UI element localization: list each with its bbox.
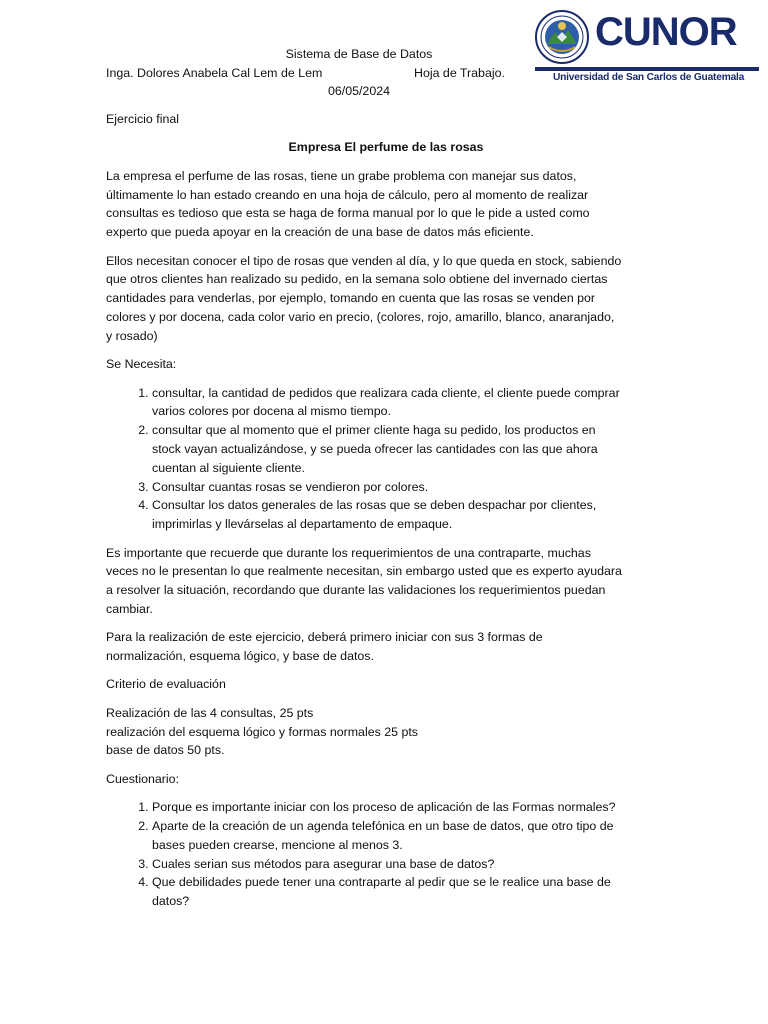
list-item-line: imprimirlas y llevárselas al departamento de empaque. xyxy=(152,517,453,532)
paragraph-line: cambiar. xyxy=(106,601,153,616)
course-title: Sistema de Base de Datos xyxy=(285,47,433,61)
list-item-line: 1. Porque es importante iniciar con los proceso de aplicación de las Formas normales? xyxy=(152,800,616,815)
paragraph-line: consultas es tedioso que esta se haga de forma manual por lo que le pide a usted como xyxy=(106,206,590,221)
paragraph-intro xyxy=(106,167,666,242)
paragraph-line: colores y por docena, cada color vario en precio, (colores, rojo, amarillo, blanco, anaranjado, xyxy=(106,309,615,324)
list-item xyxy=(152,873,666,911)
list-item-line: 4. Consultar los datos generales de las rosas que se deben despachar por clientes, xyxy=(152,498,597,513)
list-item-line: bases pueden crearse, mencione al menos 3. xyxy=(152,837,403,852)
needs-label: Se Necesita: xyxy=(106,357,177,372)
list-item-line: stock vayan actualizándose, y se pueda ofrecer las cantidades con las que ahora xyxy=(152,441,598,456)
list-item xyxy=(152,478,666,497)
list-item-line: datos? xyxy=(152,894,190,909)
paragraph-line: Ellos necesitan conocer el tipo de rosas que venden al día, y lo que queda en stock, sabiendo xyxy=(106,253,622,268)
criteria-label: Criterio de evaluación xyxy=(106,677,226,692)
paragraph-line: experto que pueda apoyar en la creación de una base de datos más eficiente. xyxy=(106,225,534,240)
worksheet-label: Hoja de Trabajo. xyxy=(414,65,505,80)
list-item-line: 2. consultar que al momento que el primer cliente haga su pedido, los productos en xyxy=(152,423,596,438)
list-item-line: cuentan al siguiente cliente. xyxy=(152,460,305,475)
paragraph-context xyxy=(106,544,666,619)
list-item-line: 3. Cuales serian sus métodos para asegurar una base de datos? xyxy=(152,856,495,871)
paragraph-instructions xyxy=(106,628,666,666)
paragraph-line: veces no le presentan lo que realmente necesitan, sin embargo usted que es experto ayudara xyxy=(106,564,622,579)
paragraph-line: que otros clientes han realizado su pedido, en la semana solo obtiene del invernado ciertas xyxy=(106,272,608,287)
paragraph-line: Es importante que recuerde que durante los requerimientos de una contraparte, muchas xyxy=(106,545,591,560)
criteria-list xyxy=(106,704,666,760)
list-item-line: 1. consultar, la cantidad de pedidos que realizara cada cliente, el cliente puede comprar xyxy=(152,385,620,400)
paragraph-line: últimamente lo han estado creando en una hoja de cálculo, pero al momento de realizar xyxy=(106,187,589,202)
list-item xyxy=(152,496,666,534)
criteria-item: base de datos 50 pts. xyxy=(106,743,225,758)
logo-wordmark: CUNOR xyxy=(595,10,737,54)
list-item xyxy=(152,855,666,874)
exercise-label: Ejercicio final xyxy=(106,111,179,126)
document-title: Empresa El perfume de las rosas xyxy=(288,140,484,155)
needs-list xyxy=(106,384,666,534)
paragraph-line: La empresa el perfume de las rosas, tiene un grabe problema con manejar sus datos, xyxy=(106,168,577,183)
paragraph-line: y rosado) xyxy=(106,328,158,343)
criteria-item: Realización de las 4 consultas, 25 pts xyxy=(106,705,314,720)
document-body xyxy=(106,45,666,911)
list-item-line: 3. Consultar cuantas rosas se vendieron por colores. xyxy=(152,479,429,494)
list-item-line: 2. Aparte de la creación de un agenda telefónica en un base de datos, que otro tipo de xyxy=(152,819,614,834)
list-item xyxy=(152,384,666,422)
paragraph-line: cantidades para venderlas, por ejemplo, tomando en cuenta que las rosas se venden por xyxy=(106,291,596,306)
paragraph-line: normalización, esquema lógico, y base de datos. xyxy=(106,649,374,664)
paragraph-requirements xyxy=(106,252,666,346)
questions-list xyxy=(106,798,666,911)
paragraph-line: a resolver la situación, recordando que durante las validaciones los requerimientos puedan xyxy=(106,583,606,598)
document-date: 06/05/2024 xyxy=(327,83,390,98)
list-item xyxy=(152,421,666,477)
logo-subtitle: Universidad de San Carlos de Guatemala xyxy=(553,72,745,83)
list-item-line: 4. Que debilidades puede tener una contraparte al pedir que se le realice una base de xyxy=(152,875,611,890)
questionnaire-label: Cuestionario: xyxy=(106,771,180,786)
list-item xyxy=(152,798,666,817)
header-row xyxy=(106,64,666,82)
list-item-line: varios colores por docena al mismo tiempo. xyxy=(152,404,391,419)
paragraph-line: Para la realización de este ejercicio, deberá primero iniciar con sus 3 formas de xyxy=(106,630,543,645)
list-item xyxy=(152,817,666,855)
author-name: Inga. Dolores Anabela Cal Lem de Lem xyxy=(106,65,323,80)
criteria-item: realización del esquema lógico y formas normales 25 pts xyxy=(106,724,418,739)
